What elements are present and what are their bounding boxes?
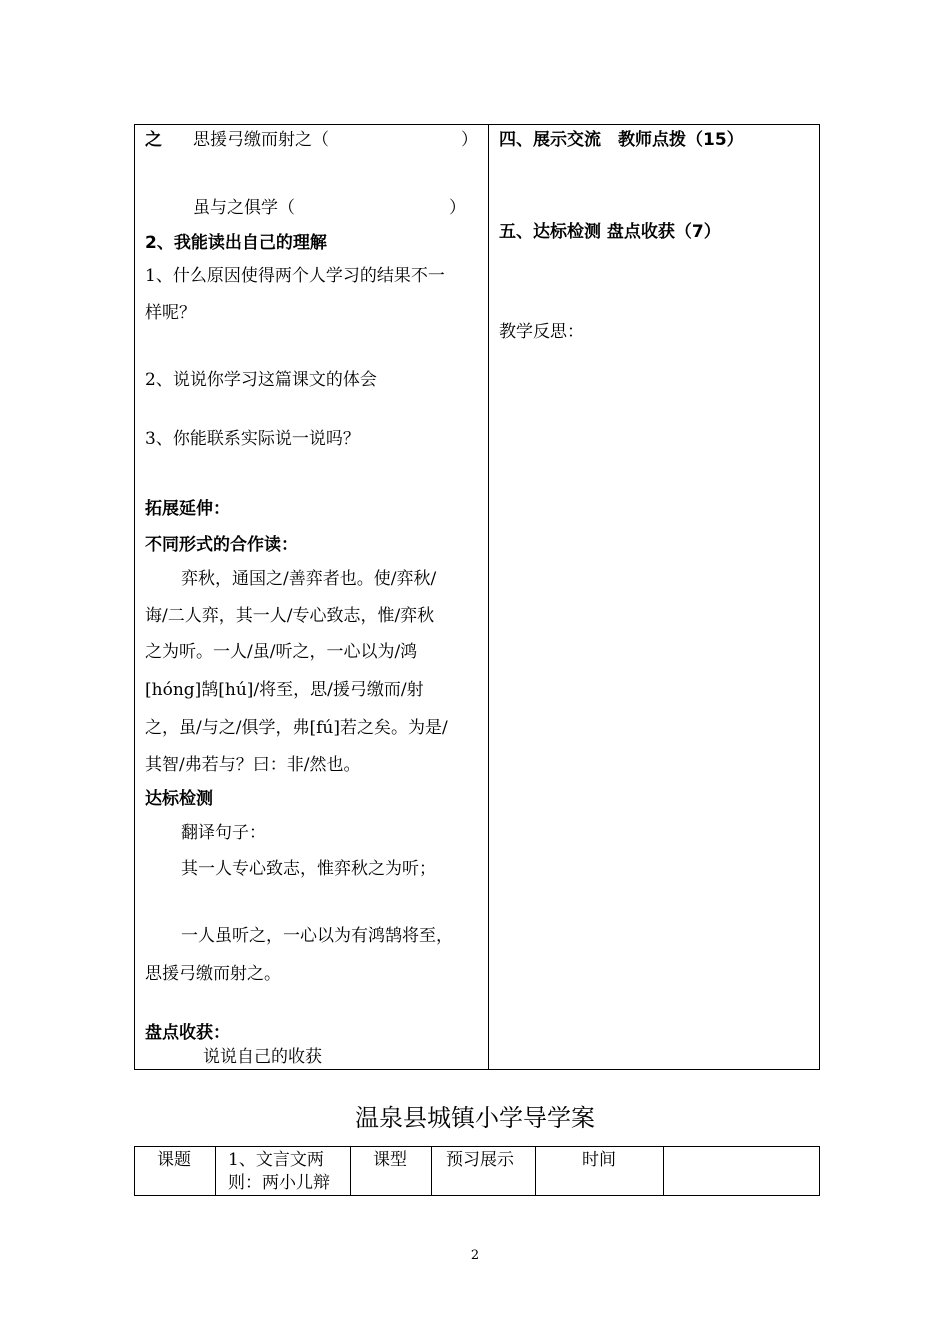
lesson-value-cell xyxy=(216,1147,351,1195)
blank-line-1-close: ） xyxy=(461,130,478,150)
lesson-label: 课题 xyxy=(157,1150,191,1170)
lesson-table xyxy=(134,124,820,1070)
section4-heading: 四、展示交流 教师点拨（15） xyxy=(499,130,744,150)
passage-line: 诲/二人弈，其一人/专心致志，惟/弈秋 xyxy=(145,606,435,626)
type-value: 预习展示 xyxy=(446,1150,514,1170)
extension-heading: 拓展延伸： xyxy=(145,499,230,519)
time-label-cell xyxy=(536,1147,664,1195)
translate-sentence-1: 其一人专心致志，惟弈秋之为听； xyxy=(181,859,436,879)
blank-line-1: 思援弓缴而射之（ xyxy=(193,130,329,150)
line1-prefix: 之 xyxy=(145,130,162,150)
lesson-value-line-1: 1、文言文两 xyxy=(228,1150,324,1170)
passage-line: 其智/弗若与？曰：非/然也。 xyxy=(145,755,361,775)
type-value-cell xyxy=(432,1147,536,1195)
page-number: 2 xyxy=(470,1248,480,1263)
question-3: 3、你能联系实际说一说吗？ xyxy=(145,429,360,449)
lesson-label-cell xyxy=(135,1147,216,1195)
harvest-heading: 盘点收获： xyxy=(145,1023,230,1043)
info-table xyxy=(134,1146,820,1196)
type-label-cell xyxy=(351,1147,432,1195)
passage-line: 之，虽/与之/俱学，弗[fú]若之矣。为是/ xyxy=(145,718,448,738)
section2-heading: 2、我能读出自己的理解 xyxy=(145,233,327,253)
passage-line: 之为听。一人/虽/听之，一心以为/鸿 xyxy=(145,642,418,662)
type-label: 课型 xyxy=(373,1150,407,1170)
question-2: 2、说说你学习这篇课文的体会 xyxy=(145,370,377,390)
harvest-text: 说说自己的收获 xyxy=(203,1047,322,1067)
column-divider xyxy=(488,125,489,1069)
question-1-line-2: 样呢？ xyxy=(145,303,196,323)
reflection-label: 教学反思： xyxy=(499,322,584,342)
reading-heading: 不同形式的合作读： xyxy=(145,535,298,555)
check-heading: 达标检测 xyxy=(145,789,213,809)
translate-label: 翻译句子： xyxy=(181,823,266,843)
page-title: 温泉县城镇小学导学案 xyxy=(355,1104,595,1132)
translate-sentence-2-line-2: 思援弓缴而射之。 xyxy=(145,964,281,984)
blank-line-2-close: ） xyxy=(449,198,466,218)
time-label: 时间 xyxy=(582,1150,616,1170)
translate-sentence-2-line-1: 一人虽听之，一心以为有鸿鹄将至， xyxy=(181,926,453,946)
time-value-cell xyxy=(664,1147,819,1195)
lesson-value-line-2: 则：两小儿辩 xyxy=(228,1173,330,1193)
passage-line: [hóng]鹄[hú]/将至，思/援弓缴而/射 xyxy=(145,680,424,700)
section5-heading: 五、达标检测 盘点收获（7） xyxy=(499,222,721,242)
passage-line: 弈秋，通国之/善弈者也。使/弈秋/ xyxy=(181,569,437,589)
question-1-line-1: 1、什么原因使得两个人学习的结果不一 xyxy=(145,266,445,286)
blank-line-2: 虽与之俱学（ xyxy=(193,198,295,218)
